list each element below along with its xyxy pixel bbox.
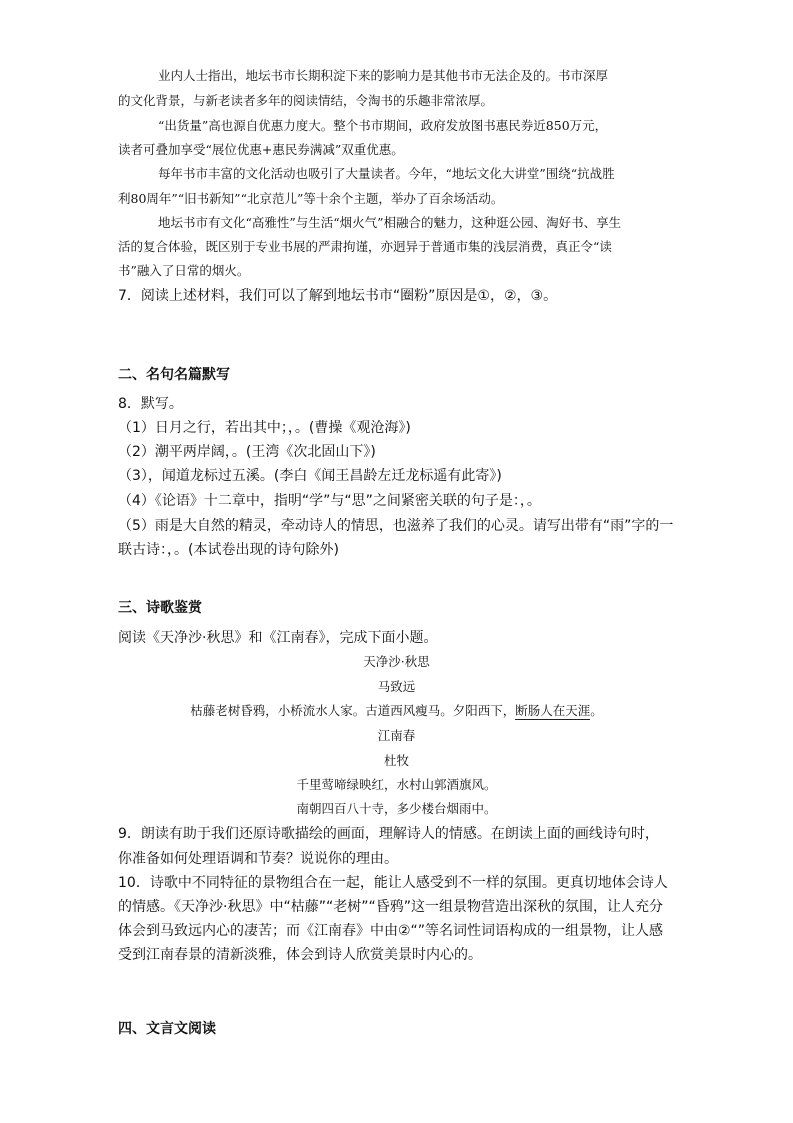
- question-8: 8．默写。: [118, 396, 183, 412]
- question-9-line-2: 你准备如何处理语调和节奏？说说你的理由。: [118, 851, 398, 867]
- poem-1-text-part-c: 。: [590, 703, 603, 718]
- poem-2-line-2: 南朝四百八十寺，多少楼台烟雨中。: [296, 801, 497, 816]
- question-10-line-1: 10．诗歌中不同特征的景物组合在一起，能让人感受到不一样的氛围。更真切地体会诗人: [118, 875, 668, 891]
- reading-paragraph-1-line-2: 的文化背景，与新老读者多年的阅读情结，令淘书的乐趣非常浓厚。: [118, 93, 494, 108]
- section-4-title: 四、文言文阅读: [118, 1021, 216, 1037]
- question-8-item-4: （4）《论语》十二章中，指明“学”与“思”之间紧密关联的句子是：，。: [118, 493, 541, 509]
- reading-paragraph-3-line-2: 利80周年”“旧书新知”“北京范儿”等十余个主题，举办了百余场活动。: [118, 191, 504, 206]
- poem-2-author: 杜牧: [383, 753, 409, 768]
- question-8-item-1: （1）日月之行，若出其中；，。(曹操《观沧海》): [118, 420, 411, 436]
- reading-paragraph-2-line-1: “出货量”高也源自优惠力度大。整个书市期间，政府发放图书惠民券近850万元，: [158, 118, 608, 133]
- poem-1-title: 天净沙·秋思: [363, 654, 430, 669]
- reading-paragraph-1-line-1: 业内人士指出，地坛书市长期积淀下来的影响力是其他书市无法企及的。书市深厚: [158, 68, 609, 83]
- poem-2-title: 江南春: [377, 728, 416, 743]
- question-10-line-2: 的情感。《天净沙·秋思》中“枯藤”“老树”“昏鸦”这一组景物营造出深秋的氛围，让人充分: [118, 899, 663, 915]
- poem-1-underlined-line: 断肠人在天涯: [515, 703, 591, 718]
- reading-paragraph-3-line-1: 每年书市丰富的文化活动也吸引了大量读者。今年，“地坛文化大讲堂”围绕“抗战胜: [158, 166, 615, 181]
- poem-1-text-part-a: 枯藤老树昏鸦，小桥流水人家。古道西风瘦马。夕阳西下，: [190, 703, 516, 718]
- poem-1-author: 马致远: [377, 679, 416, 694]
- question-8-item-3: （3），闻道龙标过五溪。(李白《闻王昌龄左迁龙标遥有此寄》): [118, 468, 502, 484]
- question-8-item-5-line-1: （5）雨是大自然的精灵，牵动诗人的情思，也滋养了我们的心灵。请写出带有“雨”字的一: [118, 518, 674, 534]
- question-10-line-3: 体会到马致远内心的凄苦；而《江南春》中由②“”等名词性词语构成的一组景物，让人感: [118, 923, 664, 939]
- poem-1-text: [0, 705, 793, 718]
- section-2-title: 二、名句名篇默写: [118, 367, 230, 383]
- reading-paragraph-4-line-2: 活的复合体验，既区别于专业书展的严肃拘谨，亦迥异于普通市集的浅层消费，真正令“读: [118, 239, 612, 254]
- section-3-intro: 阅读《天净沙·秋思》和《江南春》，完成下面小题。: [118, 630, 438, 646]
- question-8-item-2: （2）潮平两岸阔，。(王湾《次北固山下》): [118, 444, 376, 460]
- reading-paragraph-2-line-2: 读者可叠加享受“展位优惠+惠民券满减”双重优惠。: [118, 142, 404, 157]
- question-8-item-5-line-2: 联古诗：，。(本试卷出现的诗句除外): [118, 542, 339, 558]
- reading-paragraph-4-line-3: 书”融入了日常的烟火。: [118, 263, 250, 278]
- section-3-title: 三、诗歌鉴赏: [118, 600, 202, 616]
- question-9-line-1: 9．朗读有助于我们还原诗歌描绘的画面，理解诗人的情感。在朗读上面的画线诗句时，: [118, 826, 659, 842]
- poem-2-line-1: 千里莺啼绿映红，水村山郭酒旗风。: [296, 777, 497, 792]
- reading-paragraph-4-line-1: 地坛书市有文化“高雅性”与生活“烟火气”相融合的魅力，这种逛公园、淘好书、享生: [158, 215, 622, 230]
- question-10-line-4: 受到江南春景的清新淡雅，体会到诗人欣赏美景时内心的。: [118, 947, 482, 963]
- question-7: 7．阅读上述材料，我们可以了解到地坛书市“圈粉”原因是①，②，③。: [118, 288, 558, 304]
